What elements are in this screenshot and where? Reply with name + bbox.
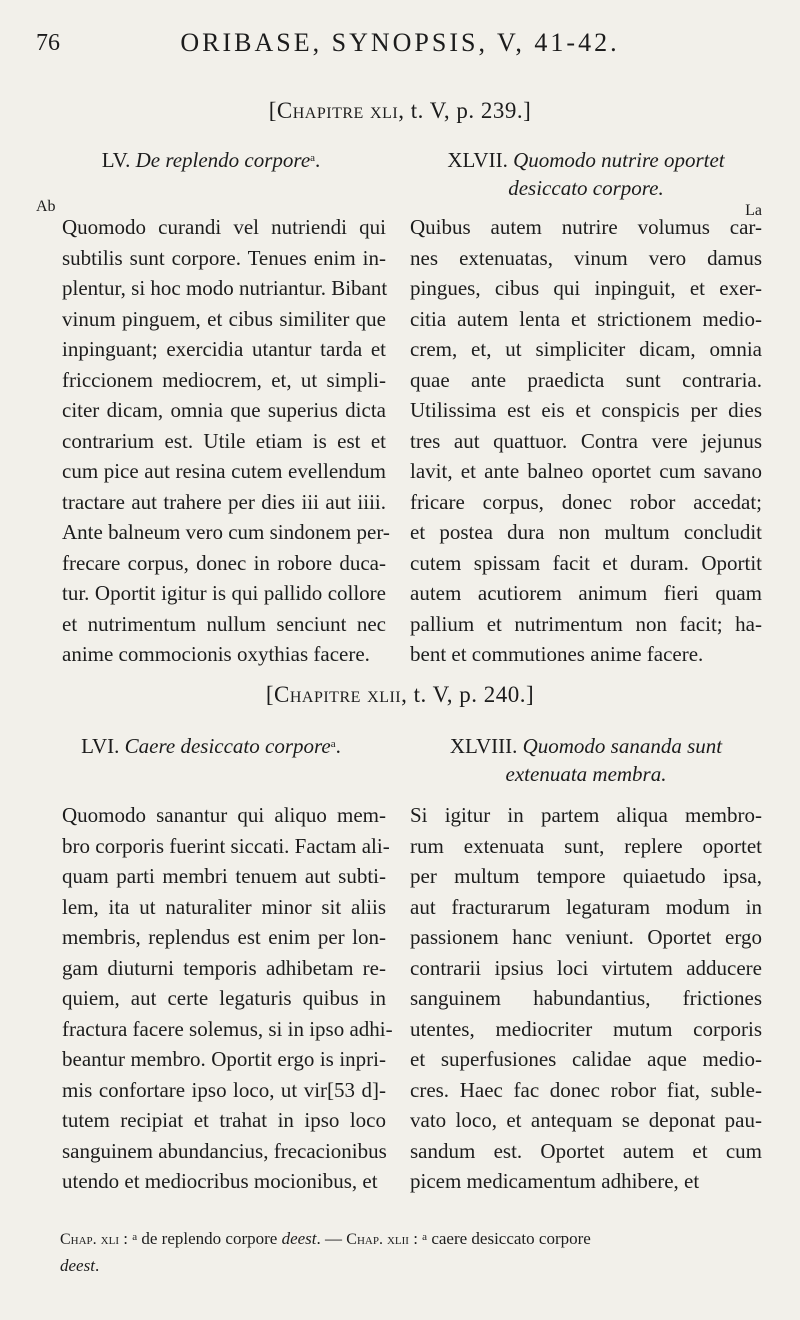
title-period: . xyxy=(315,148,321,172)
text-line: Utilissima est eis et conspicis per dies xyxy=(410,398,762,422)
text-line: frecare corpus, donec in robore duca- xyxy=(62,550,386,575)
footnote-mark-2: a xyxy=(422,1231,428,1243)
running-head xyxy=(36,26,764,66)
text-line: bro corporis fuerint siccati. Factam ali- xyxy=(62,833,390,858)
text-line: tur. Oportit igitur is qui pallido collore xyxy=(62,581,386,605)
text-line: sanguinem habundantius, frictiones xyxy=(410,986,762,1010)
text-line: citer dicam, omnia que superius dicta xyxy=(62,398,386,422)
left-column-lvi xyxy=(36,732,393,1193)
text-line: autem acutiorem animum fieri quam xyxy=(410,581,762,605)
text-line: Quomodo curandi vel nutriendi qui xyxy=(62,215,386,239)
text-line: et nutrimentum nullum senciunt nec xyxy=(62,611,386,636)
text-line: Quomodo sanantur qui aliquo mem- xyxy=(62,803,386,827)
chapter-label: Chapitre xli xyxy=(276,98,399,123)
text-line: quae ante praedicta sunt contraria. xyxy=(410,367,762,392)
text-line: per multum tempore quiaetudo ipsa, xyxy=(410,864,762,888)
footnote-mark: a xyxy=(310,152,316,164)
chapter-heading-xlii xyxy=(0,682,800,708)
text-line: nes extenuatas, vinum vero damus xyxy=(410,245,762,270)
body-text-xlviii xyxy=(410,800,762,1197)
footnote-deest-2: deest xyxy=(60,1256,95,1275)
right-column-xlviii xyxy=(410,732,762,1193)
text-line: cutem spissam facit et duram. Oportit xyxy=(410,550,762,575)
text-line: rum extenuata sunt, replere oportet xyxy=(410,833,762,858)
section-title-xlviii xyxy=(410,732,762,788)
text-line: et postea dura non multum concludit xyxy=(410,520,762,544)
text-line: utendo et mediocribus mocionibus, et xyxy=(62,1169,378,1193)
text-line: pingues, cibus qui inpinguit, et exer- xyxy=(410,276,762,300)
body-text-lv xyxy=(62,212,390,670)
footnote-text-2: caere desiccato corpore xyxy=(427,1229,591,1248)
text-line: subtilis sunt corpore. Tenues enim in- xyxy=(62,245,386,270)
section-number: XLVIII. xyxy=(449,734,518,758)
text-line: quiem, aut certe legaturis quibus in xyxy=(62,986,386,1010)
text-line: tractare aut trahere per dies iii aut iiii. xyxy=(62,489,386,514)
text-line: tres aut quattuor. Contra vere jejunus xyxy=(410,428,762,453)
text-line: contrarii ipsius loci virtutem adducere xyxy=(410,955,762,980)
section-title-line2: extenuata membra. xyxy=(505,762,667,786)
section-title-line1: Quomodo sananda sunt xyxy=(522,734,723,758)
text-line: et superfusiones calidae aque medio- xyxy=(410,1047,762,1071)
chapter-ref: , t. V, p. 240.] xyxy=(401,682,535,707)
text-line: Ante balneum vero cum sindonem per- xyxy=(62,520,390,544)
text-line: Si igitur in partem aliqua membro- xyxy=(410,803,762,827)
text-line: aut fracturarum legaturam modum in xyxy=(410,894,762,919)
running-title: ORIBASE, SYNOPSIS, V, 41-42. xyxy=(180,28,620,57)
text-line: vinum pinguem, et cibus similiter que xyxy=(62,306,386,331)
right-column-xlvii xyxy=(410,146,762,666)
text-line: inpinguant; exercidia utantur tarda et xyxy=(62,337,386,361)
footnote xyxy=(60,1226,762,1279)
title-period: . xyxy=(335,734,341,758)
footnote-end: . xyxy=(94,1256,100,1275)
section-title-xlvii xyxy=(410,146,762,202)
body-text-lvi xyxy=(62,800,393,1197)
text-line: pallium et nutrimentum non facit; ha- xyxy=(410,611,762,636)
bracket-open: [ xyxy=(268,98,277,123)
body-text-xlvii xyxy=(410,212,762,670)
chapter-ref: , t. V, p. 239.] xyxy=(398,98,532,123)
text-line: citia autem lenta et strictionem medio- xyxy=(410,306,762,331)
margin-label-la: La xyxy=(745,202,762,219)
text-line: gam diuturni temporis adhibetam re- xyxy=(62,955,386,980)
section-title-lv xyxy=(36,146,386,174)
text-line: contrarium est. Utile etiam is est et xyxy=(62,428,386,453)
section-title-text: De replendo corpore xyxy=(135,148,311,172)
section-number: XLVII. xyxy=(447,148,508,172)
text-line: mis confortare ipso loco, ut vir[53 d]- xyxy=(62,1077,386,1102)
text-line: friccionem mediocrem, et, ut simpli- xyxy=(62,367,386,392)
text-line: quam parti membri tenuem aut subti- xyxy=(62,864,386,888)
text-line: fractura facere solemus, si in ipso adhi- xyxy=(62,1016,393,1041)
text-line: anime commocionis oxythias facere. xyxy=(62,642,370,666)
footnote-mark: a xyxy=(330,738,336,750)
text-line: beantur membro. Oportit ergo is inpri- xyxy=(62,1047,386,1071)
footnote-chap-1: Chap. xli xyxy=(60,1231,120,1248)
text-line: plentur, si hoc modo nutriantur. Bibant xyxy=(62,276,388,300)
footnote-mark-1: a xyxy=(132,1231,138,1243)
text-line: crem, et, ut simpliciter dicam, omnia xyxy=(410,337,762,361)
section-title-lvi xyxy=(36,732,386,760)
margin-label-ab: Ab xyxy=(36,198,56,215)
bracket-open: [ xyxy=(265,682,274,707)
footnote-chap-2: Chap. xlii xyxy=(346,1231,409,1248)
text-line: cres. Haec fac donec robor fiat, suble- xyxy=(410,1077,762,1102)
footnote-separator: . — xyxy=(316,1229,347,1248)
section-title-text: Caere desiccato corpore xyxy=(124,734,331,758)
footnote-deest-1: deest xyxy=(281,1229,317,1248)
chapter-heading-xli xyxy=(0,98,800,124)
footnote-colon-2: : xyxy=(408,1229,423,1248)
section-title-line2: desiccato corpore. xyxy=(508,176,664,200)
footnote-colon-1: : xyxy=(119,1229,133,1248)
left-column-lv xyxy=(36,146,390,666)
text-line: sandum est. Oportet autem et cum xyxy=(410,1138,762,1163)
text-line: cum pice aut resina cutem evellendum xyxy=(62,459,386,483)
text-line: fricare corpus, donec robor accedat; xyxy=(410,489,762,514)
text-line: bent et commutiones anime facere. xyxy=(410,642,704,666)
text-line: membris, replendus est enim per lon- xyxy=(62,925,386,949)
text-line: utentes, mediocriter mutum corporis xyxy=(410,1016,762,1041)
page-number: 76 xyxy=(36,30,60,56)
text-line: picem medicamentum adhibere, et xyxy=(410,1169,700,1193)
section-number: LV. xyxy=(101,148,131,172)
text-line: tutem recipiat et trahat in ipso loco xyxy=(62,1108,386,1132)
text-line: lavit, et ante balneo oportet cum savano xyxy=(410,459,762,483)
section-number: LVI. xyxy=(81,734,120,758)
text-line: Quibus autem nutrire volumus car- xyxy=(410,215,762,239)
chapter-label: Chapitre xlii xyxy=(274,682,402,707)
footnote-text-1: de replendo corpore xyxy=(137,1229,282,1248)
text-line: sanguinem abundancius, frecacionibus xyxy=(62,1138,387,1163)
text-line: passionem hanc veniunt. Oportet ergo xyxy=(410,925,762,949)
text-line: lem, ita ut naturaliter minor sit aliis xyxy=(62,894,386,919)
text-line: vato loco, et antequam se deponat pau- xyxy=(410,1108,762,1132)
section-title-line1: Quomodo nutrire oportet xyxy=(513,148,725,172)
